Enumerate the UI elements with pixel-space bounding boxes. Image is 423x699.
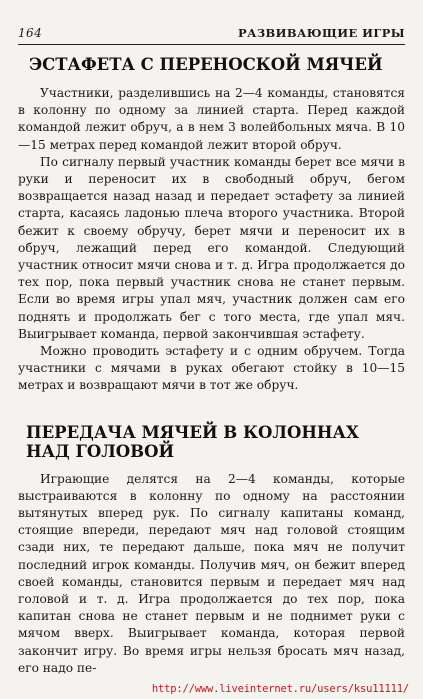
heading-line: НАД ГОЛОВОЙ <box>26 441 175 461</box>
paragraph: Можно проводить эстафету и с одним обручем. Тогда участники с мячами в руках обегают стойку в 10—15 метрах и возвращают мячи в тот же обруч. <box>18 344 405 393</box>
paragraph: Участники, разделившись на 2—4 команды, становятся в колонну по одному за линией старта. Перед каждой командой лежит обруч, а в нем 3 волейбольных мяча. В 10—15 метрах перед командой лежит второй обруч. <box>18 86 405 152</box>
heading-line: ПЕРЕДАЧА МЯЧЕЙ В КОЛОННАХ <box>26 422 359 442</box>
heading-line: ЭСТАФЕТА С ПЕРЕНОСКОЙ МЯЧЕЙ <box>29 55 383 74</box>
paragraph: По сигналу первый участник команды берет все мячи в руки и переносит их в свободный обруч, бегом возвращается назад назад и передает эстафету за линией старта, касаясь ладонью плеча второго участника. Второй бежит к своему обручу, берет мячи и переносит их в обруч, лежащий перед его командой. Следующий участник относит мячи снова и т. д. Игра продолжается до тех пор, пока первый участник снова не станет первым. Если во время игры упал мяч, участник должен сам его поднять и продолжать бег с того места, где упал мяч. Выигрывает команда, первой закончившая эстафету. <box>18 154 405 341</box>
section-heading-relay <box>29 55 405 75</box>
running-header <box>18 20 405 40</box>
running-section-title: РАЗВИВАЮЩИЕ ИГРЫ <box>238 26 405 40</box>
page-number: 164 <box>18 26 43 40</box>
paragraph: Играющие делятся на 2—4 команды, которые выстраиваются в колонну по одному на расстоянии вытянутых вперед рук. По сигналу капитаны команд, стоящие впереди, передают мяч над головой стоящим сзади них, те передают дальше, пока мяч не получит последний игрок команды. Получив мяч, он бежит вперед своей команды, становится первым и передает мяч над головой и т. д. Игра продолжается до тех пор, пока капитан снова не станет первым и не поднимет руки с мячом вверх. Выигрывает команда, которая первой закончит игру. Во время игры нельзя бросать мяч назад, его надо пе- <box>18 471 405 675</box>
header-rule <box>18 44 405 45</box>
watermark-url: http://www.liveinternet.ru/users/ksu11111/ <box>151 683 409 695</box>
section-heading-ball-passing <box>26 423 405 461</box>
page-content <box>18 52 405 677</box>
